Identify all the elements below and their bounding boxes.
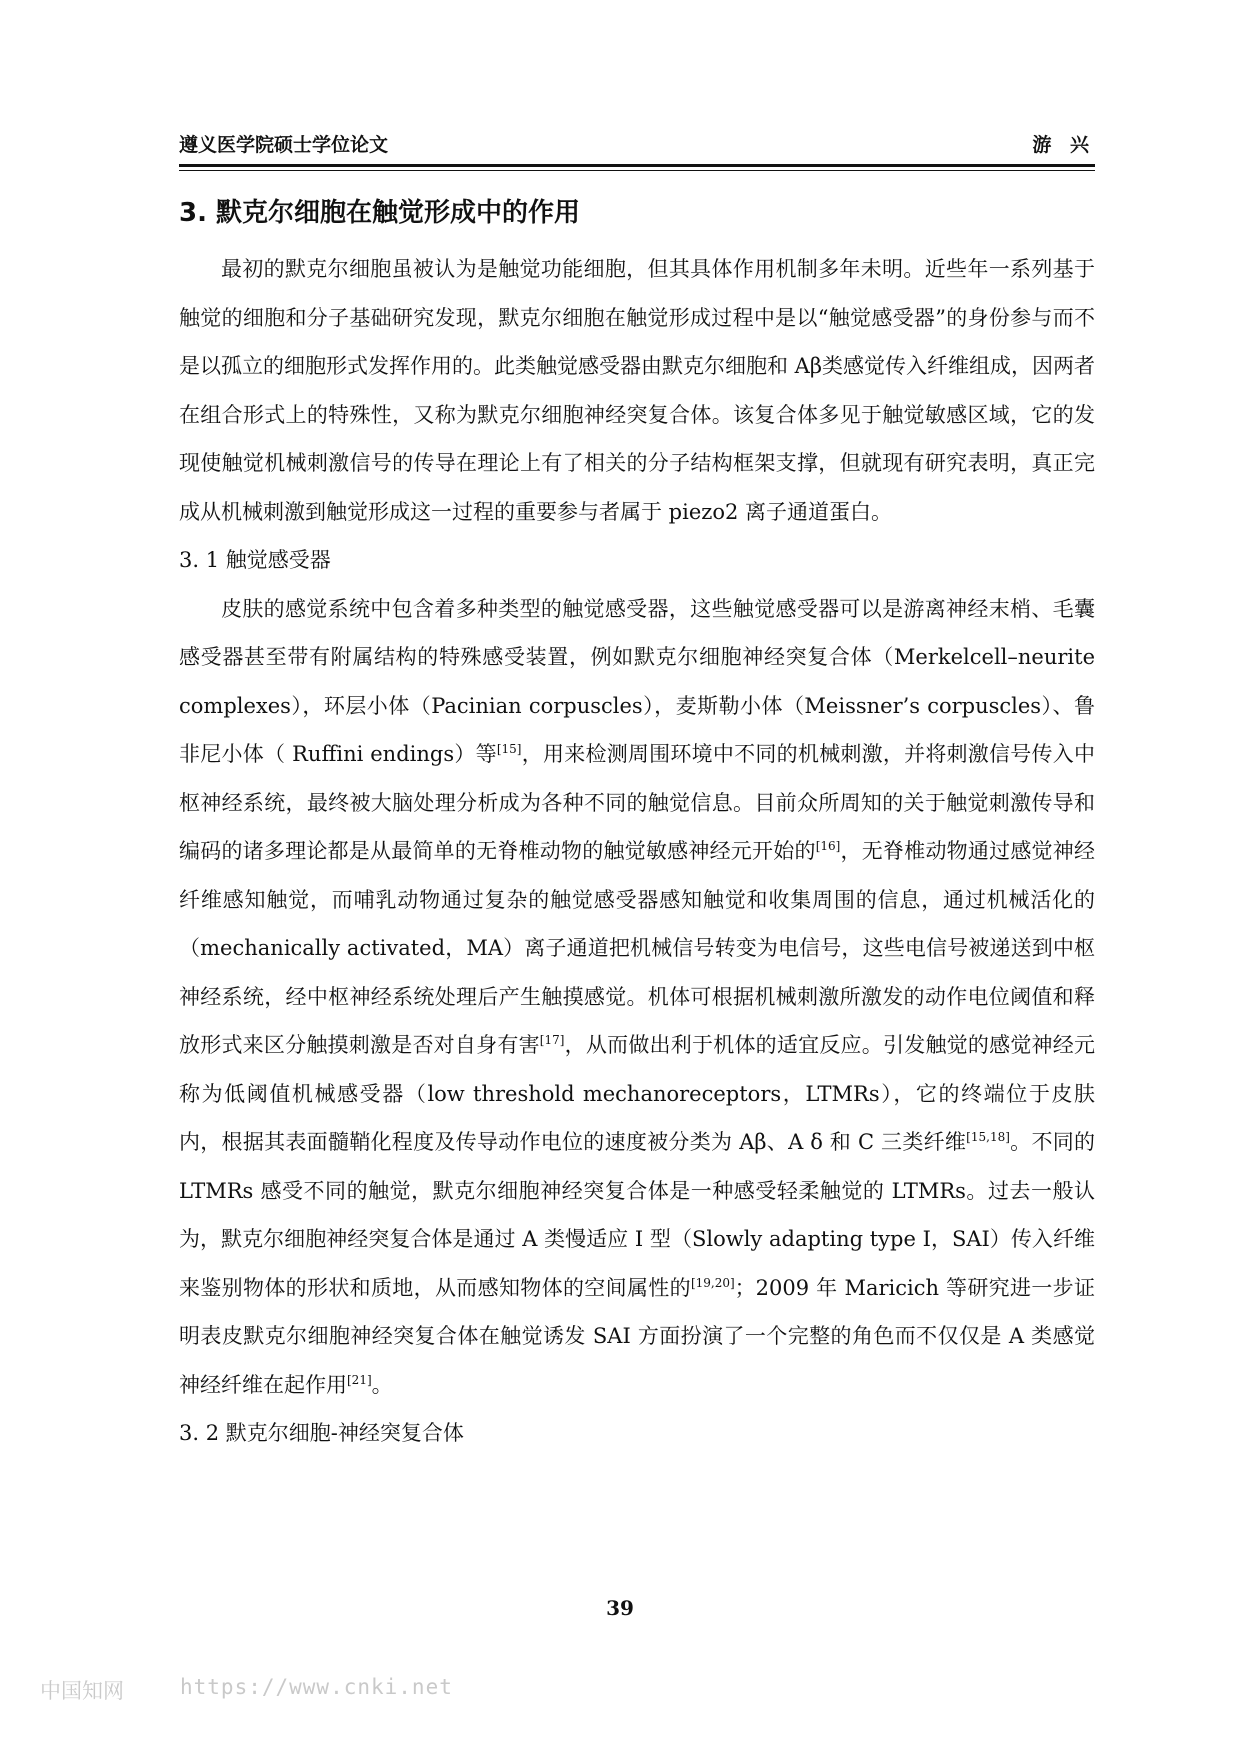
cnki-watermark-url: https://www.cnki.net	[180, 1675, 453, 1699]
cnki-watermark: 中国知网	[40, 1679, 124, 1703]
author-name-header: 游 兴	[1032, 134, 1095, 156]
running-header	[179, 120, 1095, 160]
citation-ref: [17]	[539, 1033, 565, 1047]
citation-ref: [15,18]	[966, 1130, 1010, 1144]
paragraph-text: ；2009 年 Maricich 等研究进一步证明表皮默克尔细胞神经突复合体在触觉诱发 SAI 方面扮演了一个完整的角色而不仅仅是 A 类感觉神经纤维在起作用	[179, 1275, 1095, 1397]
paragraph-intro: 最初的默克尔细胞虽被认为是触觉功能细胞，但其具体作用机制多年未明。近些年一系列基于触觉的细胞和分子基础研究发现，默克尔细胞在触觉形成过程中是以“触觉感受器”的身份参与而不是以孤立的细胞形式发挥作用的。此类触觉感受器由默克尔细胞和 Aβ类感觉传入纤维组成，因两者在组合形式上的特殊性，又称为默克尔细胞神经突复合体。该复合体多见于触觉敏感区域，它的发现使触觉机械刺激信号的传导在理论上有了相关的分子结构框架支撑，但就现有研究表明，真正完成从机械刺激到触觉形成这一过程的重要参与者属于 piezo2 离子通道蛋白。	[179, 257, 1095, 524]
paragraph-text: 。不同的 LTMRs 感受不同的触觉，默克尔细胞神经突复合体是一种感受轻柔触觉的 LTMRs。过去一般认为，默克尔细胞神经突复合体是通过 A 类慢适应 I 型（Slowly adapting type I，SAI）传入纤维来鉴别物体的形状和质地，从而感知物体的空间属性的	[179, 1130, 1096, 1300]
paragraph-text: 皮肤的感觉系统中包含着多种类型的触觉感受器，这些触觉感受器可以是游离神经末梢、毛囊感受器甚至带有附属结构的特殊感受装置，例如默克尔细胞神经突复合体（Merkelcell–neurite complexes），环层小体（Pacinian corpuscles），麦斯勒小体（Meissner’s corpuscles）、鲁非尼小体（ Ruffini endings）等	[179, 596, 1095, 766]
citation-ref: [16]	[815, 839, 841, 853]
citation-ref: [19,20]	[690, 1275, 735, 1290]
thesis-title-header: 遵义医学院硕士学位论文	[179, 134, 389, 156]
body-text	[179, 245, 1095, 1458]
paragraph-text: ，无脊椎动物通过感觉神经纤维感知触觉，而哺乳动物通过复杂的触觉感受器感知触觉和收集周围的信息，通过机械活化的（mechanically activated，MA）离子通道把机械信号转变为电信号，这些电信号被递送到中枢神经系统，经中枢神经系统处理后产生触摸感觉。机体可根据机械刺激所激发的动作电位阈值和释放形式来区分触摸刺激是否对自身有害	[179, 839, 1096, 1057]
paragraph-text: ，用来检测周围环境中不同的机械刺激，并将刺激信号传入中枢神经系统，最终被大脑处理分析成为各种不同的触觉信息。目前众所周知的关于触觉刺激传导和编码的诸多理论都是从最简单的无脊椎动物的触觉敏感神经元开始的	[179, 742, 1096, 863]
header-rule	[179, 164, 1095, 167]
citation-ref: [15]	[496, 742, 522, 756]
subsection-heading-3-2: 3. 2 默克尔细胞-神经突复合体	[179, 1421, 464, 1445]
section-title: 3. 默克尔细胞在触觉形成中的作用	[179, 198, 581, 228]
citation-ref: [21]	[347, 1372, 372, 1387]
page-number: 39	[606, 1596, 634, 1620]
header-rule-thin	[179, 170, 1095, 171]
subsection-heading-3-1: 3. 1 触觉感受器	[179, 548, 331, 572]
paragraph-tactile-receptors	[179, 585, 1095, 1410]
paragraph-text: 。	[371, 1372, 393, 1397]
paragraph-text: ，从而做出利于机体的适宜反应。引发触觉的感觉神经元称为低阈值机械感受器（low threshold mechanoreceptors，LTMRs），它的终端位于皮肤内，根据其表面髓鞘化程度及传导动作电位的速度被分类为 Aβ、A δ 和 C 三类纤维	[179, 1033, 1096, 1154]
